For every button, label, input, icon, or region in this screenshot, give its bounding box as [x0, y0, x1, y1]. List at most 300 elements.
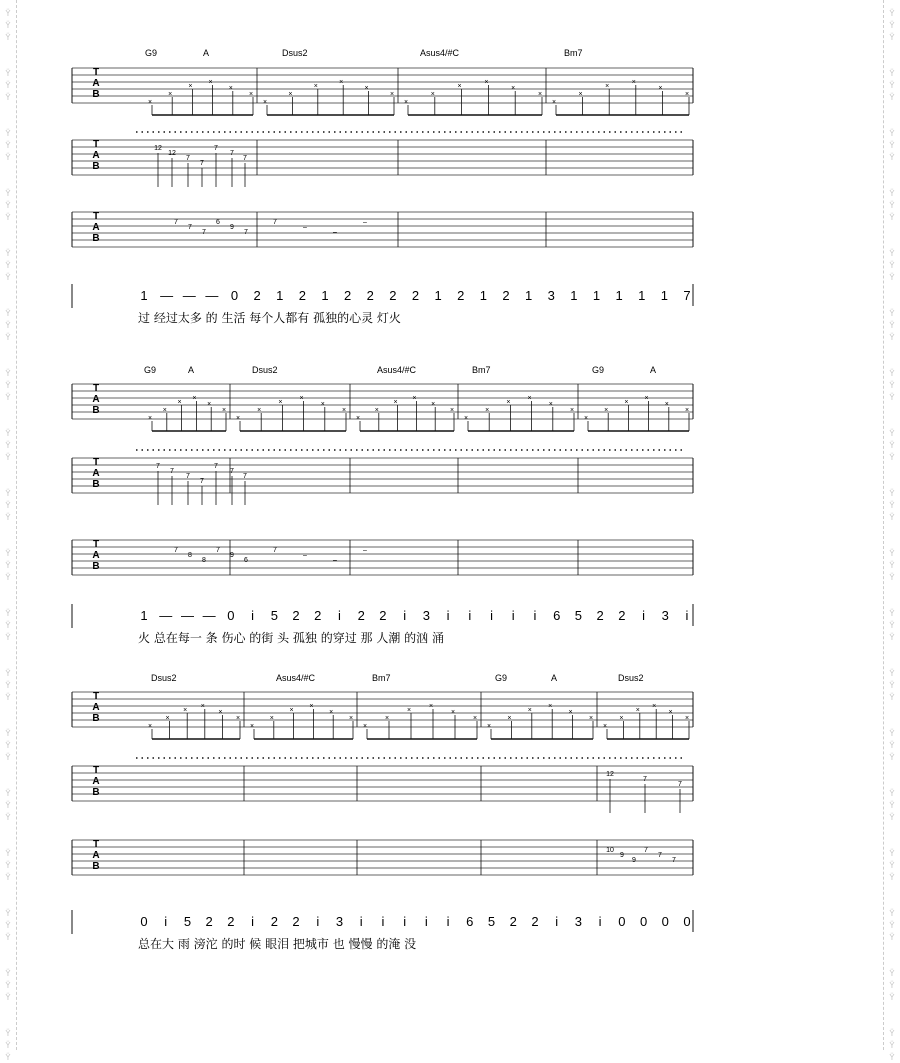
jianpu-note: 1 — [592, 288, 601, 303]
jianpu-note: 0 — [230, 288, 239, 303]
note-x: × — [228, 85, 233, 92]
watermark-glyph: Ÿ — [5, 333, 11, 342]
note-x: × — [428, 703, 434, 710]
watermark-glyph: Ÿ — [5, 369, 11, 378]
note-x: × — [583, 415, 589, 422]
watermark-glyph: Ÿ — [5, 273, 11, 282]
fret-number: 7 — [214, 463, 218, 470]
note-x: × — [684, 715, 690, 722]
watermark-glyph: Ÿ — [889, 549, 895, 558]
fret-number: 9 — [632, 857, 636, 864]
note-x: × — [348, 715, 354, 722]
fret-number: 7 — [200, 160, 204, 167]
watermark-glyph: Ÿ — [889, 153, 895, 162]
jianpu-note: 1 — [140, 288, 148, 303]
tab-clef-letter: A — [92, 550, 100, 562]
jianpu-note: — — [205, 288, 219, 303]
tab-clef-letter: A — [92, 850, 100, 862]
chord-name: A — [650, 365, 657, 375]
note-x: × — [355, 415, 361, 422]
note-x: × — [635, 707, 640, 714]
jianpu-note: 3 — [661, 608, 669, 623]
jianpu-note: 0 — [140, 914, 148, 929]
watermark-glyph: Ÿ — [5, 81, 11, 90]
tab-clef-letter: B — [92, 861, 100, 873]
fret-number: 7 — [202, 229, 206, 236]
watermark-glyph: Ÿ — [5, 993, 11, 1002]
note-x: × — [457, 83, 462, 90]
watermark-glyph: Ÿ — [5, 573, 11, 582]
note-x: × — [329, 709, 334, 716]
note-x: × — [486, 723, 492, 730]
note-x: × — [339, 79, 344, 86]
jianpu-note: i — [490, 608, 493, 623]
chord-name: Dsus2 — [282, 48, 308, 58]
watermark-glyph: Ÿ — [889, 309, 895, 318]
note-x: × — [162, 407, 167, 414]
jianpu-note: 2 — [502, 288, 510, 303]
jianpu-note: 3 — [547, 288, 555, 303]
jianpu-note: 5 — [574, 608, 583, 623]
jianpu-note: 5 — [183, 914, 192, 929]
watermark-glyph: Ÿ — [5, 309, 11, 318]
watermark-glyph: Ÿ — [5, 381, 11, 390]
note-x: × — [188, 83, 193, 90]
tab-clef-letter: T — [92, 67, 100, 79]
note-x: × — [507, 715, 512, 722]
watermark-glyph: Ÿ — [5, 813, 11, 822]
tab-clef-letter: T — [92, 765, 100, 777]
tab-clef-letter: B — [92, 405, 100, 417]
chord-name: G9 — [592, 365, 605, 375]
watermark-glyph: Ÿ — [889, 33, 895, 42]
fret-number: 7 — [643, 776, 647, 783]
watermark-glyph: Ÿ — [5, 501, 11, 510]
note-x: × — [664, 401, 669, 408]
watermark-glyph: Ÿ — [5, 633, 11, 642]
jianpu-note: 2 — [457, 288, 465, 303]
watermark-glyph: Ÿ — [5, 789, 11, 798]
fret-number: – — [363, 547, 367, 554]
tab-clef-letter: B — [92, 479, 100, 491]
fret-number: 7 — [678, 781, 682, 788]
note-x: × — [506, 399, 511, 406]
watermark-glyph: Ÿ — [5, 261, 11, 270]
jianpu-note: 7 — [683, 288, 691, 303]
jianpu-note: i — [316, 914, 320, 929]
chord-name: A — [203, 48, 210, 58]
watermark-glyph: Ÿ — [889, 981, 895, 990]
fret-number: – — [303, 224, 307, 231]
watermark-glyph: Ÿ — [5, 669, 11, 678]
system-1 — [72, 48, 693, 325]
note-x: × — [537, 91, 543, 98]
watermark-glyph: Ÿ — [889, 369, 895, 378]
chord-name: Dsus2 — [151, 673, 177, 683]
fret-number: 7 — [658, 852, 662, 859]
watermark-glyph: Ÿ — [889, 381, 895, 390]
fret-number: 7 — [230, 468, 234, 475]
jianpu-note: 2 — [205, 914, 213, 929]
tab-clef-letter: B — [92, 233, 100, 245]
note-x: × — [668, 709, 673, 716]
fret-number: 12 — [606, 771, 614, 778]
fret-number: 7 — [200, 478, 204, 485]
watermark-glyph: Ÿ — [5, 213, 11, 222]
jianpu-note: — — [159, 608, 173, 623]
jianpu-note: i — [685, 608, 689, 623]
watermark-glyph: Ÿ — [889, 273, 895, 282]
jianpu-note: 2 — [314, 608, 322, 623]
jianpu-note: — — [202, 608, 216, 623]
watermark-glyph: Ÿ — [5, 693, 11, 702]
watermark-glyph: Ÿ — [5, 69, 11, 78]
tab-clef-letter: B — [92, 161, 100, 173]
jianpu-note: 2 — [531, 914, 539, 929]
watermark-glyph: Ÿ — [889, 561, 895, 570]
watermark-glyph: Ÿ — [889, 801, 895, 810]
jianpu-note: i — [251, 608, 255, 623]
note-x: × — [644, 395, 649, 402]
fret-number: 7 — [273, 547, 277, 554]
note-x: × — [578, 91, 583, 98]
chord-name: Bm7 — [564, 48, 583, 58]
watermark-glyph: Ÿ — [889, 681, 895, 690]
watermark-glyph: Ÿ — [889, 453, 895, 462]
jianpu-note: i — [446, 914, 450, 929]
fret-number: 7 — [672, 857, 676, 864]
note-x: × — [624, 399, 629, 406]
watermark-glyph: Ÿ — [889, 909, 895, 918]
tab-clef-letter: T — [92, 839, 100, 851]
tab-clef-letter: B — [92, 89, 100, 101]
watermark-glyph: Ÿ — [5, 933, 11, 942]
jianpu-note: 0 — [683, 914, 691, 929]
chord-name: G9 — [144, 365, 157, 375]
watermark-glyph: Ÿ — [889, 789, 895, 798]
note-x: × — [393, 399, 398, 406]
watermark-glyph: Ÿ — [5, 561, 11, 570]
watermark-glyph: Ÿ — [5, 801, 11, 810]
watermark-glyph: Ÿ — [5, 849, 11, 858]
watermark-glyph: Ÿ — [889, 573, 895, 582]
note-x: × — [684, 407, 690, 414]
fret-number: 8 — [202, 557, 206, 564]
jianpu-note: i — [511, 608, 515, 623]
note-x: × — [484, 79, 489, 86]
jianpu-note: 1 — [638, 288, 646, 303]
note-x: × — [218, 709, 223, 716]
jianpu-note: i — [555, 914, 559, 929]
watermark-glyph: Ÿ — [889, 861, 895, 870]
watermark-glyph: Ÿ — [5, 129, 11, 138]
lyrics-line: 总在大 雨 滂沱 的时 候 眼泪 把城市 也 慢慢 的淹 没 — [138, 937, 417, 951]
fret-number: 7 — [273, 219, 277, 226]
chord-name: Dsus2 — [618, 673, 644, 683]
jianpu-note: 2 — [292, 914, 300, 929]
note-x: × — [299, 395, 304, 402]
note-x: × — [527, 395, 532, 402]
chord-name: Asus4/#C — [377, 365, 417, 375]
chord-name: Asus4/#C — [276, 673, 316, 683]
jianpu-note: 2 — [389, 288, 397, 303]
note-x: × — [430, 91, 435, 98]
jianpu-note: 3 — [574, 914, 583, 929]
note-x: × — [619, 715, 624, 722]
fret-number: 9 — [620, 852, 624, 859]
jianpu-note: i — [598, 914, 602, 929]
note-x: × — [485, 407, 490, 414]
chord-name: Bm7 — [372, 673, 391, 683]
watermark-glyph: Ÿ — [889, 189, 895, 198]
watermark-glyph: Ÿ — [889, 813, 895, 822]
note-x: × — [341, 407, 347, 414]
chord-name: Dsus2 — [252, 365, 278, 375]
tab-clef-letter: A — [92, 150, 100, 162]
jianpu-note: 2 — [618, 608, 626, 623]
jianpu-note: 0 — [639, 914, 648, 929]
tab-clef-letter: T — [92, 457, 100, 469]
chord-name: A — [551, 673, 558, 683]
watermark-glyph: Ÿ — [889, 633, 895, 642]
fret-number: – — [303, 552, 307, 559]
fret-number: 7 — [188, 224, 192, 231]
note-x: × — [548, 703, 553, 710]
watermark-glyph: Ÿ — [889, 693, 895, 702]
watermark-glyph: Ÿ — [889, 933, 895, 942]
note-x: × — [257, 407, 262, 414]
watermark-glyph: Ÿ — [889, 393, 895, 402]
jianpu-note: i — [446, 608, 450, 623]
fret-number: 6 — [216, 219, 220, 226]
watermark-glyph: Ÿ — [889, 513, 895, 522]
system-3 — [72, 673, 693, 951]
note-x: × — [147, 99, 153, 106]
note-x: × — [403, 99, 409, 106]
tab-clef-letter: B — [92, 787, 100, 799]
chord-name: G9 — [495, 673, 508, 683]
note-x: × — [221, 407, 227, 414]
tab-clef-letter: B — [92, 561, 100, 573]
note-x: × — [449, 407, 455, 414]
jianpu-note: i — [359, 914, 363, 929]
note-x: × — [183, 707, 188, 714]
watermark-glyph: Ÿ — [889, 93, 895, 102]
watermark-glyph: Ÿ — [5, 861, 11, 870]
note-x: × — [412, 395, 417, 402]
jianpu-note: 1 — [434, 288, 442, 303]
chord-name: A — [188, 365, 195, 375]
watermark-glyph: Ÿ — [5, 909, 11, 918]
tab-clef-letter: T — [92, 383, 100, 395]
jianpu-note: 2 — [344, 288, 352, 303]
watermark-glyph: Ÿ — [5, 681, 11, 690]
watermark-glyph: Ÿ — [5, 873, 11, 882]
note-x: × — [262, 99, 268, 106]
jianpu-note: 1 — [321, 288, 329, 303]
watermark-glyph: Ÿ — [5, 921, 11, 930]
watermark-glyph: Ÿ — [5, 249, 11, 258]
fret-number: 7 — [186, 155, 190, 162]
jianpu-note: — — [160, 288, 174, 303]
note-x: × — [309, 703, 314, 710]
fret-number: 7 — [230, 150, 234, 157]
jianpu-note: 2 — [357, 608, 365, 623]
note-x: × — [631, 79, 636, 86]
note-x: × — [374, 407, 379, 414]
watermark-glyph: Ÿ — [5, 21, 11, 30]
note-x: × — [207, 401, 212, 408]
note-x: × — [249, 723, 255, 730]
fret-number: – — [333, 229, 337, 236]
fret-number: 7 — [243, 473, 247, 480]
watermark-glyph: Ÿ — [889, 729, 895, 738]
watermark-glyph: Ÿ — [889, 489, 895, 498]
watermark-glyph: Ÿ — [889, 921, 895, 930]
watermark-glyph: Ÿ — [889, 993, 895, 1002]
fret-number: – — [363, 219, 367, 226]
note-x: × — [604, 407, 609, 414]
watermark-glyph: Ÿ — [889, 21, 895, 30]
note-x: × — [235, 415, 241, 422]
fret-number: 6 — [244, 557, 248, 564]
note-x: × — [289, 707, 294, 714]
fret-number: 7 — [186, 473, 190, 480]
note-x: × — [278, 399, 283, 406]
jianpu-note: 5 — [487, 914, 496, 929]
jianpu-note: i — [403, 914, 407, 929]
watermark-glyph: Ÿ — [5, 321, 11, 330]
watermark-glyph: Ÿ — [5, 1053, 11, 1062]
jianpu-note: i — [533, 608, 537, 623]
watermark-glyph: Ÿ — [889, 9, 895, 18]
jianpu-note: 1 — [660, 288, 668, 303]
fret-number: 7 — [644, 847, 648, 854]
note-x: × — [313, 83, 318, 90]
lyrics-line: 火 总在每一 条 伤心 的街 头 孤独 的穿过 那 人潮 的汹 涌 — [138, 631, 444, 645]
watermark-glyph: Ÿ — [5, 9, 11, 18]
watermark-glyph: Ÿ — [5, 93, 11, 102]
note-x: × — [288, 91, 293, 98]
note-x: × — [658, 85, 663, 92]
watermark-glyph: Ÿ — [5, 549, 11, 558]
note-x: × — [548, 401, 553, 408]
note-x: × — [269, 715, 274, 722]
note-x: × — [463, 415, 469, 422]
note-x: × — [384, 715, 390, 722]
watermark-glyph: Ÿ — [5, 1041, 11, 1050]
note-x: × — [431, 401, 436, 408]
watermark-glyph: Ÿ — [889, 969, 895, 978]
watermark-glyph: Ÿ — [889, 1041, 895, 1050]
note-x: × — [177, 399, 182, 406]
tab-clef-letter: T — [92, 139, 100, 151]
tab-clef-letter: A — [92, 222, 100, 234]
watermark-glyph: Ÿ — [889, 333, 895, 342]
watermark-glyph: Ÿ — [5, 513, 11, 522]
watermark-glyph: Ÿ — [5, 741, 11, 750]
jianpu-note: 1 — [276, 288, 284, 303]
jianpu-note: 0 — [227, 608, 235, 623]
watermark-glyph: Ÿ — [5, 753, 11, 762]
jianpu-note: 1 — [570, 288, 578, 303]
jianpu-note: i — [164, 914, 168, 929]
note-x: × — [235, 715, 241, 722]
note-x: × — [652, 703, 657, 710]
fret-number: 9 — [230, 224, 234, 231]
watermark-glyph: Ÿ — [889, 849, 895, 858]
fret-number: 10 — [606, 847, 614, 854]
fret-number: 7 — [174, 547, 178, 554]
note-x: × — [551, 99, 557, 106]
note-x: × — [362, 723, 368, 730]
note-x: × — [208, 79, 213, 86]
note-x: × — [248, 91, 254, 98]
watermark-glyph: Ÿ — [5, 621, 11, 630]
jianpu-note: 2 — [596, 608, 604, 623]
watermark-glyph: Ÿ — [5, 981, 11, 990]
note-x: × — [569, 407, 575, 414]
watermark-glyph: Ÿ — [889, 249, 895, 258]
fret-number: – — [333, 557, 337, 564]
note-x: × — [472, 715, 478, 722]
watermark-glyph: Ÿ — [5, 441, 11, 450]
watermark-glyph: Ÿ — [5, 609, 11, 618]
note-x: × — [684, 91, 690, 98]
tab-clef-letter: A — [92, 468, 100, 480]
fret-number: 9 — [230, 552, 234, 559]
watermark-glyph: Ÿ — [5, 33, 11, 42]
fret-number: 7 — [244, 229, 248, 236]
watermark-glyph: Ÿ — [5, 729, 11, 738]
chord-name: Asus4/#C — [420, 48, 460, 58]
jianpu-note: 6 — [553, 608, 561, 623]
watermark-glyph: Ÿ — [5, 969, 11, 978]
jianpu-note: 2 — [366, 288, 374, 303]
chord-name: G9 — [145, 48, 158, 58]
note-x: × — [605, 83, 610, 90]
jianpu-note: 1 — [140, 608, 148, 623]
watermark-glyph: Ÿ — [5, 429, 11, 438]
note-x: × — [147, 415, 153, 422]
note-x: × — [200, 703, 205, 710]
note-x: × — [568, 709, 573, 716]
tab-clef-letter: A — [92, 702, 100, 714]
jianpu-note: 3 — [422, 608, 430, 623]
watermark-glyph: Ÿ — [889, 69, 895, 78]
jianpu-note: i — [403, 608, 407, 623]
tab-clef-letter: B — [92, 713, 100, 725]
watermark-glyph: Ÿ — [889, 1029, 895, 1038]
tab-clef-letter: A — [92, 776, 100, 788]
watermark-glyph: Ÿ — [889, 501, 895, 510]
watermark-glyph: Ÿ — [889, 201, 895, 210]
watermark-glyph: Ÿ — [5, 153, 11, 162]
jianpu-note: 2 — [298, 288, 306, 303]
watermark-glyph: Ÿ — [5, 201, 11, 210]
jianpu-note: i — [642, 608, 646, 623]
fret-number: 7 — [214, 145, 218, 152]
note-x: × — [602, 723, 608, 730]
watermark-glyph: Ÿ — [889, 1053, 895, 1062]
watermark-glyph: Ÿ — [5, 189, 11, 198]
fret-number: 7 — [170, 468, 174, 475]
jianpu-note: 2 — [227, 914, 235, 929]
jianpu-note: 2 — [270, 914, 278, 929]
jianpu-note: i — [338, 608, 341, 623]
note-x: × — [364, 85, 369, 92]
watermark-glyph: Ÿ — [5, 453, 11, 462]
